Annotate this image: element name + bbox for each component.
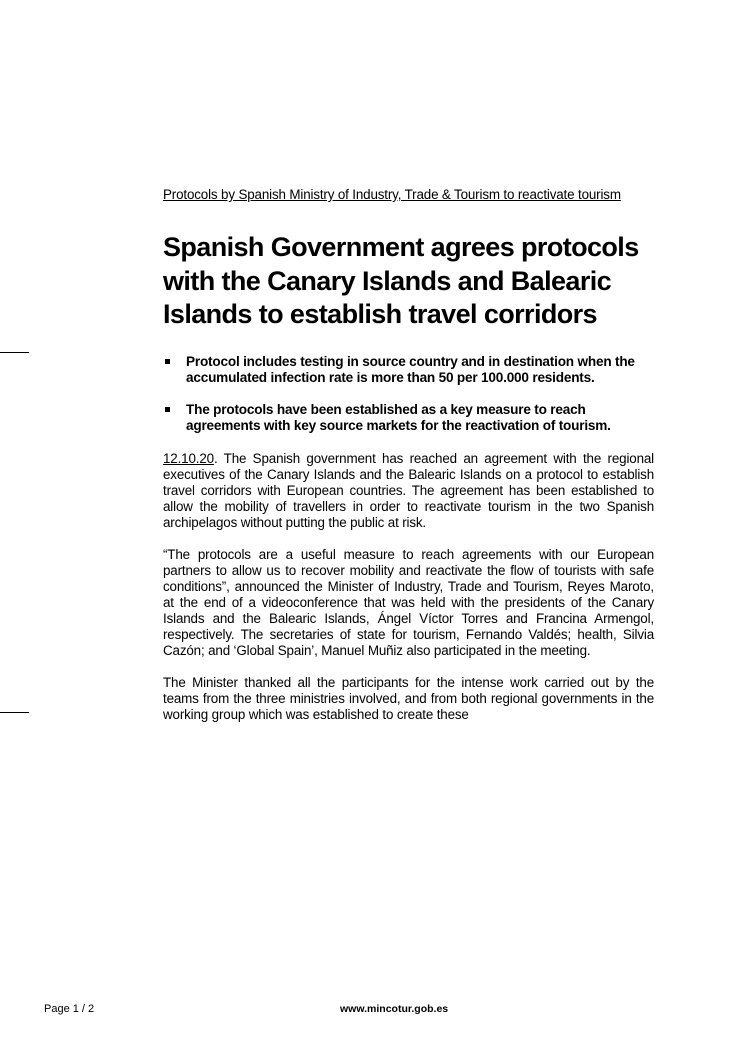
paragraph-3: The Minister thanked all the participants for the intense work carried out by the teams from the three ministries involved, and from both regional governments in the working group which was established to create these xyxy=(163,674,654,722)
bullet-item xyxy=(163,402,654,434)
kicker: Protocols by Spanish Ministry of Industry, Trade & Tourism to reactivate tourism xyxy=(163,187,621,202)
margin-mark xyxy=(0,712,29,713)
bullet-item xyxy=(163,354,654,386)
page-number: Page 1 / 2 xyxy=(44,1003,95,1015)
square-bullet-icon xyxy=(165,359,170,364)
bullet-list xyxy=(163,354,654,434)
bullet-text: Protocol includes testing in source country and in destination when the accumulated infection rate is more than 50 per 100.000 residents. xyxy=(186,353,635,385)
paragraph-1 xyxy=(163,451,654,531)
footer-url: www.mincotur.gob.es xyxy=(340,1003,449,1015)
date: 12.10.20 xyxy=(163,450,214,466)
margin-mark xyxy=(0,352,29,353)
paragraph-1-text: . The Spanish government has reached an agreement with the regional executives of the Canary Islands and the Balearic Islands on a protocol to establish travel corridors with European countries. The agreement has been established to allow the mobility of travellers in order to reactivate tourism in the two Spanish archipelagos without putting the public at risk. xyxy=(163,450,654,530)
headline: Spanish Government agrees protocols with the Canary Islands and Balearic Islands to establish travel corridors xyxy=(163,232,639,329)
paragraph-2: “The protocols are a useful measure to reach agreements with our European partners to allow us to recover mobility and reactivate the flow of tourists with safe conditions”, announced the Minister of Industry, Trade and Tourism, Reyes Maroto, at the end of a videoconference that was held with the presidents of the Canary Islands and the Balearic Islands, Ángel Víctor Torres and Francina Armengol, respectively. The secretaries of state for tourism, Fernando Valdés; health, Silvia Cazón; and ‘Global Spain’, Manuel Muñiz also participated in the meeting. xyxy=(163,546,654,658)
document-body xyxy=(163,187,654,723)
bullet-text: The protocols have been established as a key measure to reach agreements with key source markets for the reactivation of tourism. xyxy=(186,401,611,433)
square-bullet-icon xyxy=(165,407,170,412)
